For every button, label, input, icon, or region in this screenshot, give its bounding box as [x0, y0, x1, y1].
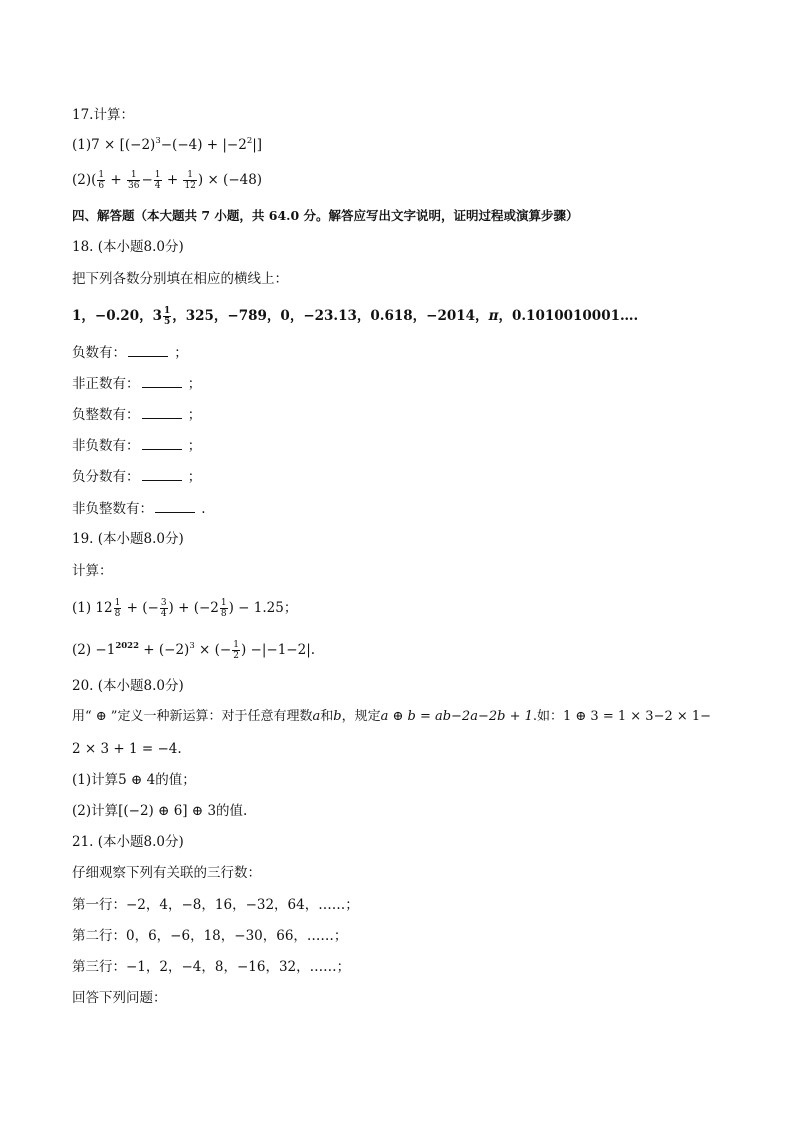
- blank-label: 非正数有：: [72, 376, 140, 392]
- q17-part1: [72, 136, 262, 154]
- q17-p2-op2: −: [141, 172, 153, 188]
- q18-blank-row: [72, 406, 201, 424]
- blank-end: ；: [187, 469, 202, 485]
- q19-p2-exp2: 3: [189, 641, 195, 651]
- blank-end: ；: [187, 407, 202, 423]
- q19-p1-mid2: ) + (−2: [168, 600, 219, 616]
- answer-blank[interactable]: [142, 406, 182, 419]
- q21-row2: 第二行：0，6，−6，18，−30，66，……；: [72, 928, 348, 944]
- q18-numbers-b: ，325，−789，0，−23.13，0.618，−2014，: [172, 308, 489, 324]
- q18-instruction: 把下列各数分别填在相应的横线上：: [72, 271, 288, 287]
- answer-blank[interactable]: [142, 375, 182, 388]
- blank-end: ；: [174, 345, 188, 361]
- q20-line1-a: 用“ ⊕ ”定义一种新运算：对于任意有理数: [72, 709, 313, 724]
- fraction: $\frac{1}{8}$: [220, 598, 227, 619]
- blank-label: 非负数有：: [72, 438, 140, 454]
- q17-p1-mid: −(−4) + |−2: [160, 137, 247, 153]
- q20-and: 和: [320, 709, 334, 724]
- blank-label: 负数有：: [72, 345, 126, 361]
- answer-blank[interactable]: [128, 344, 168, 357]
- q20-definition-line1: [72, 708, 711, 726]
- q20-line1-c: .如：1 ⊕ 3 = 1 × 3−2 × 1−: [532, 709, 712, 724]
- q19-p1-suffix: ) − 1.25；: [228, 600, 298, 616]
- q20-var-a: a: [312, 709, 321, 724]
- q18-numbers-c: ，0.1010010001….: [498, 308, 639, 324]
- q18-number-list: [72, 306, 638, 327]
- fraction: $\frac{1}{12}$: [184, 170, 196, 191]
- q17-title: 17.计算：: [72, 107, 134, 123]
- q19-part1: [72, 598, 297, 619]
- fraction: $\frac{1}{36}$: [128, 170, 140, 191]
- q19-p2-mid1: + (−2): [139, 642, 190, 658]
- q18-blank-row: [72, 344, 188, 362]
- q18-pi: π: [488, 308, 499, 324]
- q21-title: 21. (本小题8.0分): [72, 834, 184, 850]
- q17-part2: [72, 170, 262, 191]
- fraction: $\frac{1}{2}$: [233, 640, 239, 661]
- blank-label: 非负整数有：: [72, 501, 153, 517]
- q19-title: 19. (本小题8.0分): [72, 531, 184, 547]
- q17-p2-op3: +: [166, 172, 179, 188]
- q19-part2: [72, 640, 315, 661]
- fraction: $\frac{1}{8}$: [114, 598, 121, 619]
- q17-p2-suffix: ) × (−48): [197, 172, 263, 188]
- q18-blank-row: [72, 468, 201, 486]
- blank-label: 负分数有：: [72, 469, 140, 485]
- blank-end: ；: [187, 376, 202, 392]
- blank-end: ；: [187, 438, 202, 454]
- q17-p2-op1: +: [110, 172, 122, 188]
- q18-numbers-a: 1，−0.20，3: [72, 308, 162, 324]
- answer-blank[interactable]: [142, 468, 182, 481]
- q21-row3: 第三行：−1，2，−4，8，−16，32，……；: [72, 959, 351, 975]
- q20-definition-line2: 2 × 3 + 1 = −4.: [72, 741, 182, 757]
- q20-rule: a ⊕ b = ab−2a−2b + 1: [380, 709, 533, 724]
- q18-blank-row: [72, 375, 201, 393]
- q19-p2-mid2: × (−: [194, 642, 232, 658]
- q21-instruction: 仔细观察下列有关联的三行数：: [72, 865, 261, 881]
- q19-p2-suffix: ) −|−1−2|.: [240, 642, 316, 658]
- fraction: $\frac{3}{4}$: [160, 598, 167, 619]
- fraction: $\frac{1}{6}$: [98, 170, 105, 191]
- q18-title: 18. (本小题8.0分): [72, 239, 184, 255]
- fraction: $\frac{1}{5}$: [163, 306, 171, 327]
- q17-p1-exp1: 3: [155, 136, 161, 146]
- q20-part1: (1)计算5 ⊕ 4的值；: [72, 772, 196, 788]
- q19-p1-prefix: (1) 12: [72, 600, 113, 616]
- q19-instruction: 计算：: [72, 563, 113, 579]
- q19-p2-exp1: 2022: [115, 641, 139, 651]
- fraction: $\frac{1}{4}$: [154, 170, 161, 191]
- q17-p1-suffix: |]: [252, 137, 263, 153]
- q20-part2: (2)计算[(−2) ⊕ 6] ⊕ 3的值.: [72, 803, 248, 819]
- q20-line1-b: ，规定: [341, 709, 381, 724]
- q18-blank-row: [72, 500, 206, 518]
- q17-p2-prefix: (2)(: [72, 172, 97, 188]
- q21-prompt: 回答下列问题：: [72, 990, 167, 1006]
- q17-p1-prefix: (1)7 × [(−2): [72, 137, 156, 153]
- q20-title: 20. (本小题8.0分): [72, 678, 184, 694]
- q20-var-b: b: [333, 709, 342, 724]
- q17-p1-exp2: 2: [246, 136, 253, 146]
- blank-end: .: [201, 501, 206, 517]
- q21-row1: 第一行：−2，4，−8，16，−32，64，……；: [72, 897, 359, 913]
- answer-blank[interactable]: [155, 500, 195, 513]
- section-heading: 四、解答题（本大题共 7 小题，共 64.0 分。解答应写出文字说明，证明过程或演算步骤）: [72, 208, 579, 223]
- q19-p1-mid1: + (−: [122, 600, 159, 616]
- q18-blank-row: [72, 437, 201, 455]
- blank-label: 负整数有：: [72, 407, 140, 423]
- q19-p2-prefix: (2) −1: [72, 642, 116, 658]
- answer-blank[interactable]: [142, 437, 182, 450]
